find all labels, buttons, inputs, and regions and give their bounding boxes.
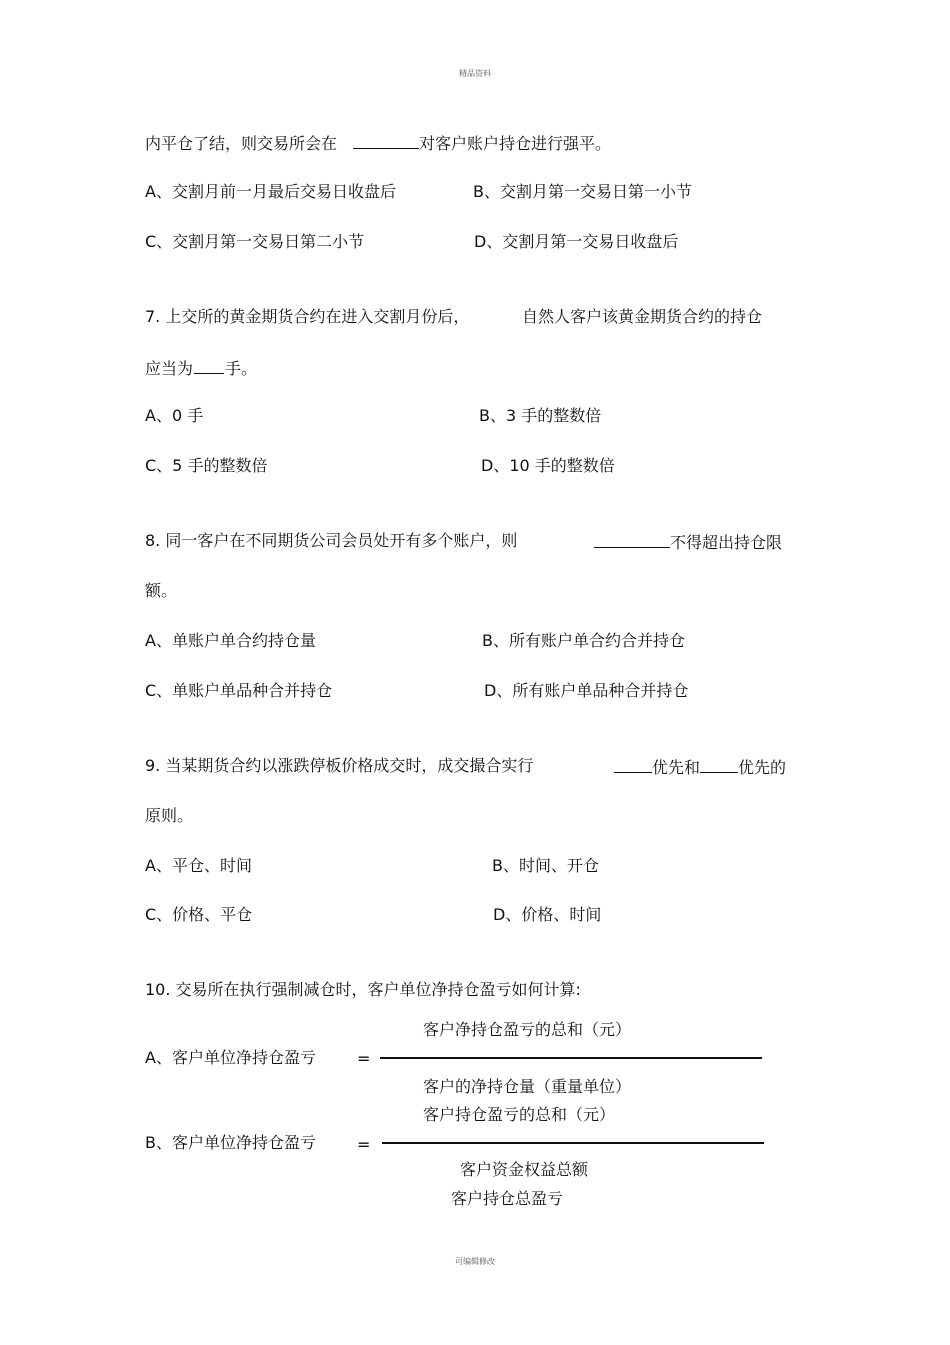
q9-stem-line1-part3: 优先的 <box>738 758 787 777</box>
page-header: 精品资料 <box>459 69 491 78</box>
q8-stem-line1-part2: 不得超出持仓限 <box>670 533 783 552</box>
q6-option-c: C、交割月第一交易日第二小节 <box>145 232 365 251</box>
q8-blank <box>594 531 670 548</box>
q9-option-b: B、时间、开仓 <box>492 856 599 875</box>
q6-option-d: D、交割月第一交易日收盘后 <box>474 232 679 251</box>
q8-option-c: C、单账户单品种合并持仓 <box>145 681 333 700</box>
q6-stem <box>145 132 611 154</box>
q7-stem-line1-part1: 7. 上交所的黄金期货合约在进入交割月份后， <box>145 307 470 326</box>
q7-stem-line1-part2: 自然人客户该黄金期货合约的持仓 <box>522 307 763 326</box>
q7-option-b: B、3 手的整数倍 <box>479 406 602 425</box>
q10-a-fraction-bar <box>380 1057 762 1059</box>
q9-stem-line1-part2: 优先和 <box>652 758 701 777</box>
q9-stem-line2: 原则。 <box>145 806 194 825</box>
q10-b-fraction-bar <box>382 1142 764 1144</box>
q8-stem-line1-right <box>594 531 782 553</box>
q9-option-c: C、价格、平仓 <box>145 905 253 924</box>
q9-stem-line1-right <box>614 756 786 778</box>
q10-b-denominator: 客户资金权益总额 <box>460 1160 589 1179</box>
q7-stem-line2 <box>145 357 257 379</box>
q7-blank <box>194 357 224 374</box>
q7-option-d: D、10 手的整数倍 <box>481 456 615 475</box>
q10-b-equals: = <box>357 1135 371 1154</box>
q7-stem-line2-part1: 应当为 <box>145 359 194 378</box>
q8-option-b: B、所有账户单合约合并持仓 <box>482 631 685 650</box>
q8-stem-line2: 额。 <box>145 581 178 600</box>
q9-stem-line1-part1: 9. 当某期货合约以涨跌停板价格成交时，成交撮合实行 <box>145 756 534 775</box>
q6-option-b: B、交割月第一交易日第一小节 <box>473 182 692 201</box>
q10-b-label: B、客户单位净持仓盈亏 <box>145 1133 316 1152</box>
q6-option-a: A、交割月前一月最后交易日收盘后 <box>145 182 396 201</box>
q9-option-a: A、平仓、时间 <box>145 856 252 875</box>
q10-c-numerator: 客户持仓总盈亏 <box>451 1189 564 1208</box>
q9-option-d: D、价格、时间 <box>493 905 602 924</box>
q6-stem-part2: 对客户账户持仓进行强平。 <box>419 134 612 153</box>
q7-stem-line2-part2: 手。 <box>225 359 258 378</box>
q10-a-label: A、客户单位净持仓盈亏 <box>145 1048 316 1067</box>
q6-blank <box>353 132 419 149</box>
q10-a-denominator: 客户的净持仓量（重量单位） <box>423 1077 632 1096</box>
q8-stem-line1-part1: 8. 同一客户在不同期货公司会员处开有多个账户，则 <box>145 531 518 550</box>
q9-blank-2 <box>700 756 738 773</box>
q8-option-d: D、所有账户单品种合并持仓 <box>484 681 689 700</box>
page-footer: 可编辑修改 <box>455 1257 495 1266</box>
q10-a-equals: = <box>357 1049 371 1068</box>
q9-blank-1 <box>614 756 652 773</box>
q10-stem: 10. 交易所在执行强制减仓时，客户单位净持仓盈亏如何计算: <box>145 980 581 999</box>
q10-b-numerator: 客户持仓盈亏的总和（元） <box>423 1105 616 1124</box>
q7-option-a: A、0 手 <box>145 406 204 425</box>
q8-option-a: A、单账户单合约持仓量 <box>145 631 316 650</box>
q10-a-numerator: 客户净持仓盈亏的总和（元） <box>423 1020 632 1039</box>
q7-option-c: C、5 手的整数倍 <box>145 456 268 475</box>
q6-stem-part1: 内平仓了结，则交易所会在 <box>145 134 338 153</box>
